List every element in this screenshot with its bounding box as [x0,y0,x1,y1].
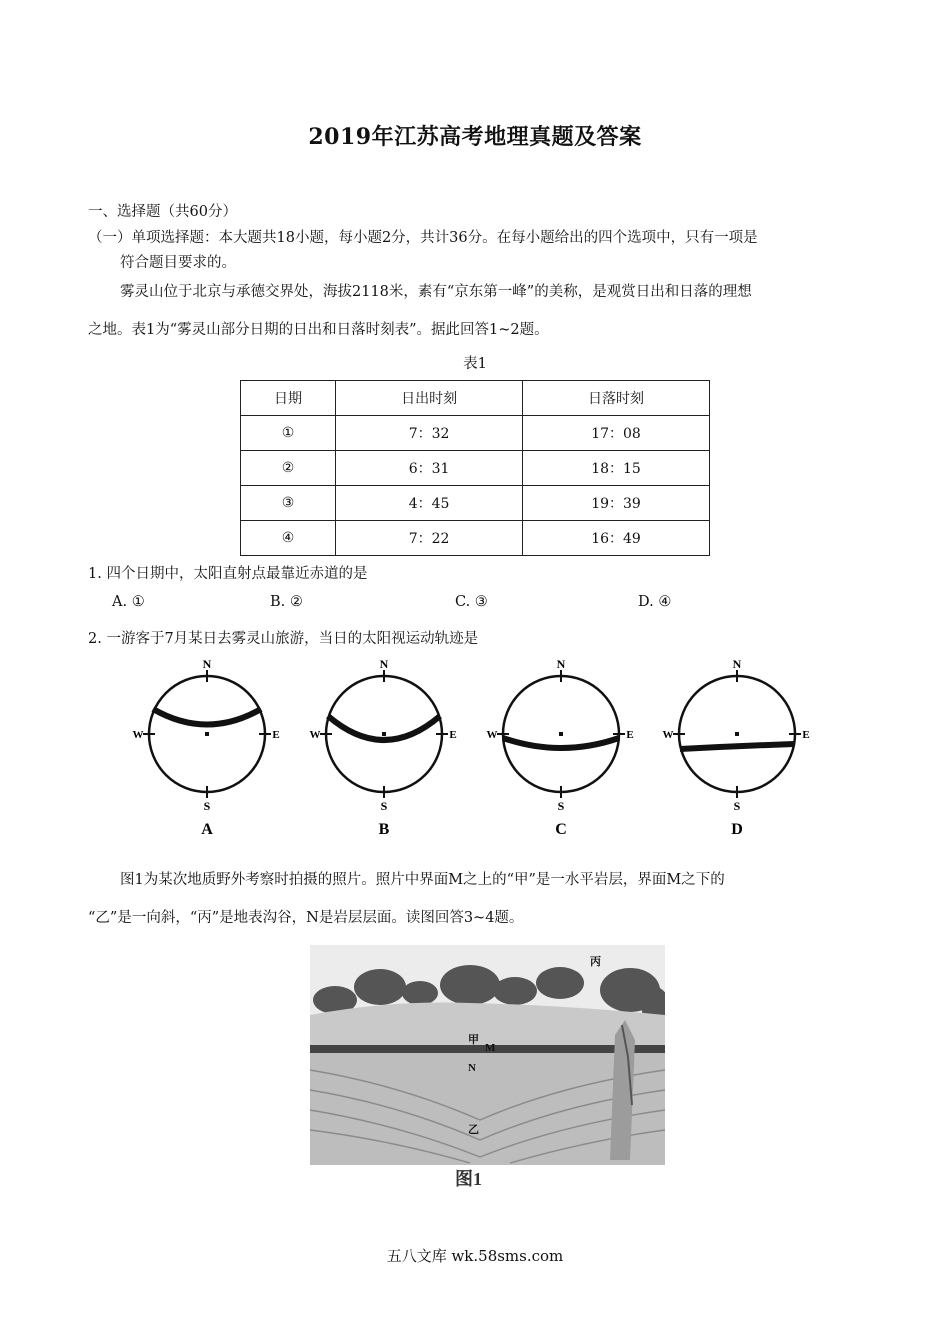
footer-watermark: 五八文库 wk.58sms.com [386,1247,564,1265]
page-title: 2019年江苏高考地理真题及答案 [308,124,642,150]
table-row [241,416,710,451]
section-heading: 一、选择题（共60分） [88,204,237,220]
table-cell: 16：49 [523,521,710,556]
compass-e: E [449,729,457,741]
table-cell: 4：45 [336,486,523,521]
photo-caption: 图1 [455,1169,482,1189]
table-cell: ④ [241,521,336,556]
compass-n: N [556,657,566,671]
sunrise-sunset-table [240,380,710,556]
table-cell: 7：32 [336,416,523,451]
table-row [241,486,710,521]
table-row [241,451,710,486]
diagram-label-c: C [555,821,567,838]
question-1: 1. 四个日期中，太阳直射点最靠近赤道的是 [88,566,368,582]
sun-path-diagram-c [487,657,634,838]
compass-n: N [202,657,212,671]
subsection-text-cont: 符合题目要求的。 [120,255,236,271]
figure-intro-cont: “乙”是一向斜，“丙”是地表沟谷，N是岩层层面。读图回答3~4题。 [88,910,524,926]
q1-option-d: D. ④ [638,594,672,610]
compass-e: E [626,729,634,741]
intro-paragraph: 雾灵山位于北京与承德交界处，海拔2118米，素有“京东第一峰”的美称，是观赏日出和日落的理想 [120,284,752,300]
table-cell: 6：31 [336,451,523,486]
q1-option-c: C. ③ [455,594,488,610]
question-2: 2. 一游客于7月某日去雾灵山旅游，当日的太阳视运动轨迹是 [88,631,479,647]
sun-path-diagrams [130,652,830,842]
compass-s: S [203,799,211,813]
compass-w: W [309,729,321,741]
compass-s: S [733,799,741,813]
compass-e: E [272,729,280,741]
table-caption: 表1 [463,356,487,372]
diagram-label-b: B [378,821,390,838]
compass-s: S [380,799,388,813]
sun-path-diagram-a [133,657,280,838]
column-header: 日期 [241,381,336,416]
table-cell: 7：22 [336,521,523,556]
diagram-label-d: D [731,821,743,838]
table-header-row [241,381,710,416]
photo-label-m: M [485,1042,496,1054]
compass-w: W [662,729,674,741]
compass-n: N [732,657,742,671]
table-cell: 17：08 [523,416,710,451]
q1-option-b: B. ② [270,594,303,610]
photo-label-jia: 甲 [468,1034,479,1046]
figure-intro: 图1为某次地质野外考察时拍摄的照片。照片中界面M之上的“甲”是一水平岩层，界面M之下的 [120,872,725,888]
photo-label-yi: 乙 [468,1124,479,1136]
table-cell: ③ [241,486,336,521]
compass-n: N [379,657,389,671]
table-cell: ② [241,451,336,486]
diagram-label-a: A [201,821,213,838]
intro-paragraph-cont: 之地。表1为“雾灵山部分日期的日出和日落时刻表”。据此回答1~2题。 [88,322,549,338]
compass-e: E [802,729,810,741]
table-row [241,521,710,556]
subsection-text: （一）单项选择题：本大题共18小题，每小题2分，共计36分。在每小题给出的四个选项中，只有一项是 [88,230,758,246]
column-header: 日出时刻 [336,381,523,416]
column-header: 日落时刻 [523,381,710,416]
photo-label-bing: 丙 [590,956,601,968]
sun-path-diagram-d [663,657,810,838]
table-cell: 19：39 [523,486,710,521]
compass-s: S [557,799,565,813]
compass-w: W [486,729,498,741]
geology-photo [310,945,665,1190]
photo-label-n: N [468,1062,476,1074]
sun-path-diagram-b [310,657,457,838]
table-cell: ① [241,416,336,451]
compass-w: W [132,729,144,741]
q1-option-a: A. ① [112,594,145,610]
table-cell: 18：15 [523,451,710,486]
